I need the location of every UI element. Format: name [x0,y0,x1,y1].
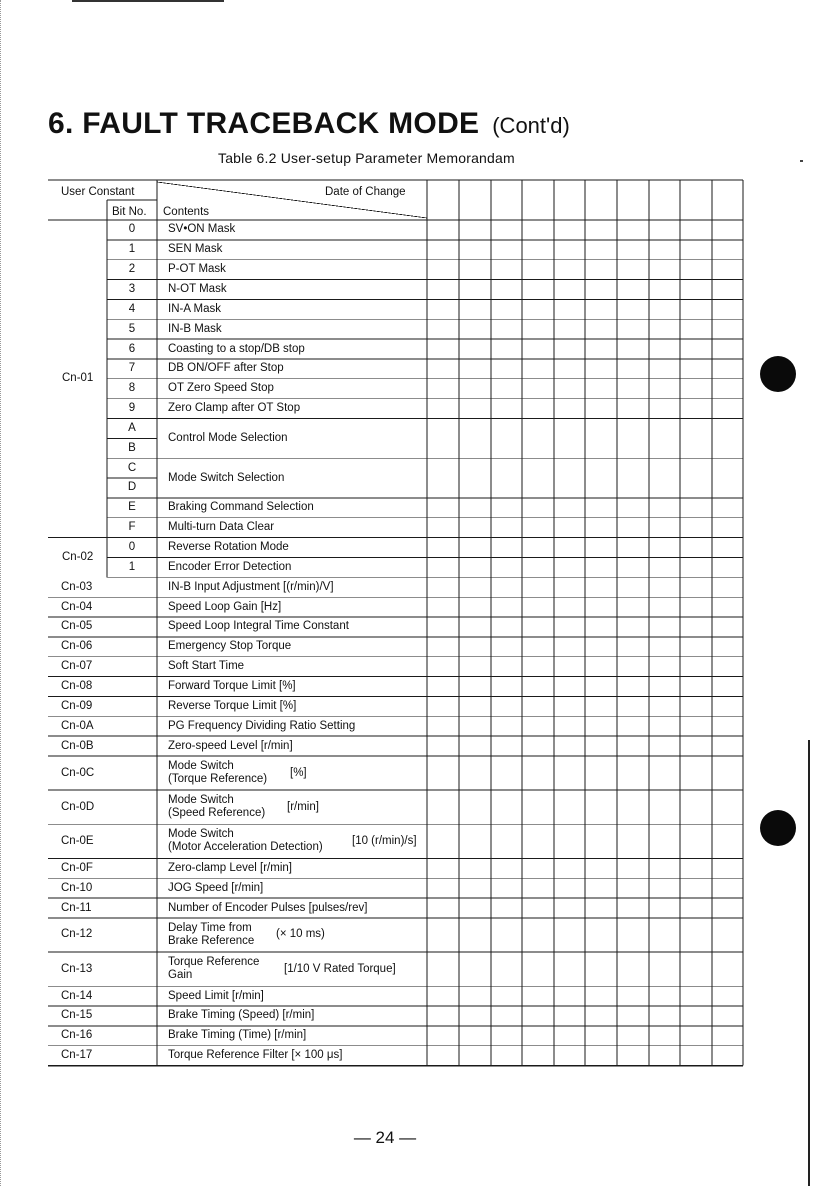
param-constant: Cn-14 [61,989,93,1002]
bit-number: 3 [128,282,136,295]
bit-number: 0 [128,223,136,236]
param-contents-line2: (Motor Acceleration Detection) [168,841,323,854]
param-contents: Number of Encoder Pulses [pulses/rev] [168,901,368,914]
bit-number: 7 [128,362,136,375]
param-contents-line2: Gain [168,969,193,982]
heading-title: 6. FAULT TRACEBACK MODE [48,107,480,140]
param-unit: [%] [290,766,307,779]
param-contents: Torque Reference Filter [× 100 μs] [168,1049,343,1062]
param-contents-line2: (Torque Reference) [168,773,268,786]
param-constant: Cn-0E [61,834,94,847]
bit-contents: P-OT Mask [168,263,226,276]
bit-number: 6 [128,342,136,355]
bit-number: 0 [128,541,136,554]
param-constant: Cn-0D [61,800,95,813]
param-unit: [1/10 V Rated Torque] [284,962,396,975]
param-constant: Cn-12 [61,928,93,941]
bit-contents: DB ON/OFF after Stop [168,362,284,375]
table-caption: Table 6.2 User-setup Parameter Memorandam [218,150,515,166]
param-constant: Cn-17 [61,1049,93,1062]
param-contents: Brake Timing (Time) [r/min] [168,1029,307,1042]
group-constant-cn-01: Cn-01 [62,372,94,385]
bit-number: A [128,421,136,434]
header-date-of-change: Date of Change [325,186,406,198]
bit-number: 8 [128,382,136,395]
param-constant: Cn-16 [61,1029,93,1042]
bit-contents: Control Mode Selection [168,431,288,444]
bit-contents: Encoder Error Detection [168,560,292,573]
param-constant: Cn-13 [61,962,93,975]
param-contents: Speed Loop Gain [Hz] [168,600,282,613]
bit-number: D [127,481,137,494]
param-contents: Zero-speed Level [r/min] [168,739,293,752]
bit-contents: Zero Clamp after OT Stop [168,402,301,415]
group-constant-cn-02: Cn-02 [62,550,94,563]
bit-number: 2 [128,263,136,276]
bit-contents: Multi-turn Data Clear [168,521,275,534]
param-constant: Cn-0C [61,766,95,779]
bit-contents: Braking Command Selection [168,501,314,514]
param-unit: [r/min] [287,800,319,813]
bit-number: 4 [128,302,136,315]
param-contents: PG Frequency Dividing Ratio Setting [168,719,356,732]
bit-contents: SEN Mask [168,243,223,256]
header-contents: Contents [163,206,210,218]
bit-number: 1 [128,243,136,256]
param-contents-line1: Delay Time from [168,921,252,934]
param-constant: Cn-0F [61,861,93,874]
param-constant: Cn-10 [61,881,93,894]
bit-number: 5 [128,322,136,335]
bit-contents: Reverse Rotation Mode [168,541,289,554]
param-contents-line1: Mode Switch [168,760,234,773]
param-contents-line1: Torque Reference [168,956,260,969]
param-constant: Cn-05 [61,620,93,633]
param-constant: Cn-04 [61,600,93,613]
bit-number: F [128,521,136,534]
bit-contents: SV•ON Mask [168,223,236,236]
header-bit-no: Bit No. [112,206,147,218]
param-unit: [10 (r/min)/s] [352,834,417,847]
param-contents: Zero-clamp Level [r/min] [168,861,292,874]
bit-contents: N-OT Mask [168,282,227,295]
param-contents: Forward Torque Limit [%] [168,679,296,692]
page-number: — 24 — [353,1128,417,1147]
param-constant: Cn-08 [61,679,93,692]
bit-number: 9 [128,402,136,415]
param-contents: Speed Limit [r/min] [168,989,264,1002]
param-constant: Cn-03 [61,580,93,593]
param-contents: JOG Speed [r/min] [168,881,264,894]
bit-contents: IN-A Mask [168,302,222,315]
param-contents: Brake Timing (Speed) [r/min] [168,1009,315,1022]
bit-contents: OT Zero Speed Stop [168,382,274,395]
bit-number: C [127,461,137,474]
bit-number: 1 [128,560,136,573]
param-unit: (× 10 ms) [276,928,325,941]
bit-contents: IN-B Mask [168,322,222,335]
param-constant: Cn-0A [61,719,94,732]
param-constant: Cn-15 [61,1009,93,1022]
param-constant: Cn-06 [61,640,93,653]
param-contents-line1: Mode Switch [168,828,234,841]
bit-number: E [128,501,136,514]
header-user-constant: User Constant [61,186,135,198]
param-contents: Reverse Torque Limit [%] [168,699,297,712]
param-contents: Speed Loop Integral Time Constant [168,620,349,633]
param-contents: IN-B Input Adjustment [(r/min)/V] [168,580,334,593]
bit-number: B [128,441,136,454]
param-constant: Cn-0B [61,739,94,752]
param-contents-line2: (Speed Reference) [168,807,266,820]
bit-contents: Mode Switch Selection [168,471,285,484]
param-constant: Cn-09 [61,699,93,712]
param-contents-line2: Brake Reference [168,934,255,947]
bit-contents: Coasting to a stop/DB stop [168,342,305,355]
param-contents: Emergency Stop Torque [168,640,292,653]
param-contents: Soft Start Time [168,660,245,673]
heading-subtitle: (Cont'd) [492,113,570,138]
param-constant: Cn-11 [61,901,92,914]
param-contents-line1: Mode Switch [168,794,234,807]
param-constant: Cn-07 [61,660,93,673]
